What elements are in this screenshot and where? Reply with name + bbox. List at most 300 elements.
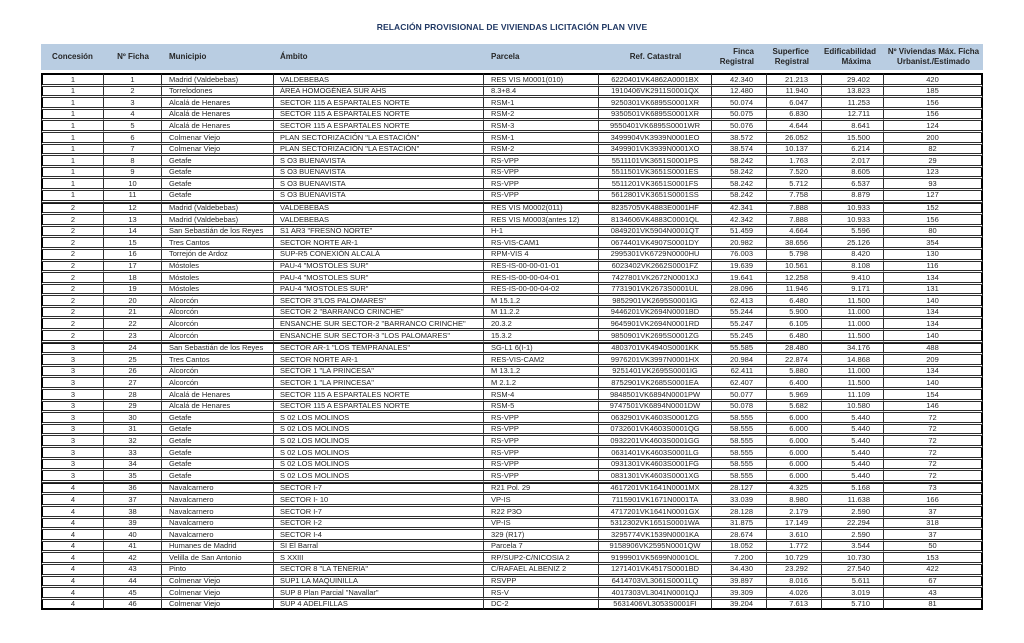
table-row xyxy=(41,355,983,367)
table-row xyxy=(41,145,983,157)
table-cell: 28.674 xyxy=(712,530,767,542)
table-cell: SECTOR NORTE AR-1 xyxy=(274,355,484,367)
table-cell: 20 xyxy=(104,296,162,308)
table-cell: 39.897 xyxy=(712,577,767,589)
table-cell: 1 xyxy=(41,156,104,168)
table-row xyxy=(41,367,983,379)
table-cell: 2 xyxy=(41,238,104,250)
table-cell: S 02 LOS MOLINOS xyxy=(274,460,484,472)
table-cell: 3499901VK3939N0001XO xyxy=(599,145,712,157)
table-cell: 4 xyxy=(41,600,104,611)
table-cell: 131 xyxy=(884,285,983,297)
table-cell: 23.292 xyxy=(767,565,822,577)
table-cell: 2 xyxy=(41,285,104,297)
table-cell: 5 xyxy=(104,121,162,133)
table-cell: 6.000 xyxy=(767,413,822,425)
table-cell: Alcorcón xyxy=(162,378,274,390)
table-cell: SECTOR I-4 xyxy=(274,530,484,542)
table-cell: RPM-VIS 4 xyxy=(484,250,599,262)
table-cell: 209 xyxy=(884,355,983,367)
table-row xyxy=(41,215,983,227)
table-cell: 156 xyxy=(884,110,983,122)
table-cell: 8134606VK4883C0001QL xyxy=(599,215,712,227)
table-cell: 17 xyxy=(104,262,162,274)
table-cell: 6.537 xyxy=(822,179,884,191)
table-cell: M 2.1.2 xyxy=(484,378,599,390)
table-cell: 11 xyxy=(104,191,162,203)
table-cell: 20.3.2 xyxy=(484,319,599,331)
table-cell: PLAN SECTORIZACIÓN "LA ESTACIÓN" xyxy=(274,133,484,145)
table-cell: 15.500 xyxy=(822,133,884,145)
table-cell: Getafe xyxy=(162,168,274,180)
table-cell: RS-VPP xyxy=(484,156,599,168)
table-row xyxy=(41,565,983,577)
table-cell: 9976201VK3997N0001HX xyxy=(599,355,712,367)
table-cell: 8.641 xyxy=(822,121,884,133)
column-header-6: Finca Registral xyxy=(712,44,767,73)
table-cell: 4 xyxy=(41,588,104,600)
table-cell: PAU-4 "MOSTOLES SUR" xyxy=(274,262,484,274)
table-cell: PAU-4 "MOSTOLES SUR" xyxy=(274,285,484,297)
table-cell: 422 xyxy=(884,565,983,577)
table-cell: Torrelodones xyxy=(162,87,274,99)
table-cell: 8 xyxy=(104,156,162,168)
table-cell: Navalcarnero xyxy=(162,483,274,496)
table-cell: 24 xyxy=(104,343,162,356)
table-cell: 3 xyxy=(41,343,104,356)
table-cell: RES-IS-00-00-04-02 xyxy=(484,285,599,297)
column-header-0: Concesión xyxy=(41,44,104,73)
table-cell: 1 xyxy=(41,87,104,99)
table-cell: 5.969 xyxy=(767,390,822,402)
table-cell: 146 xyxy=(884,402,983,414)
table-cell: RS-VPP xyxy=(484,471,599,483)
table-row xyxy=(41,530,983,542)
table-cell: ENSANCHE SUR SECTOR-3 "LOS PALOMARES" xyxy=(274,331,484,343)
table-row xyxy=(41,73,983,87)
table-cell: 4 xyxy=(41,495,104,507)
table-cell: Pinto xyxy=(162,565,274,577)
table-cell: 3.544 xyxy=(822,542,884,554)
table-row xyxy=(41,343,983,356)
table-cell: 29 xyxy=(104,402,162,414)
table-cell: 43 xyxy=(884,588,983,600)
table-cell: 8.420 xyxy=(822,250,884,262)
table-cell: Móstoles xyxy=(162,262,274,274)
table-head xyxy=(41,44,983,73)
table-cell: 45 xyxy=(104,588,162,600)
table-row xyxy=(41,98,983,110)
table-cell: 50.076 xyxy=(712,121,767,133)
table-row xyxy=(41,436,983,448)
table-cell: PLAN SECTORIZACIÓN "LA ESTACIÓN" xyxy=(274,145,484,157)
table-cell: 5.900 xyxy=(767,308,822,320)
table-cell: 1 xyxy=(41,73,104,87)
table-cell: 50.078 xyxy=(712,402,767,414)
table-cell: 42 xyxy=(104,553,162,565)
table-cell: 38.656 xyxy=(767,238,822,250)
table-cell: 134 xyxy=(884,319,983,331)
table-cell: 123 xyxy=(884,168,983,180)
table-cell: 9251401VK2695S0001IG xyxy=(599,367,712,379)
table-cell: 18.052 xyxy=(712,542,767,554)
table-cell: 5.682 xyxy=(767,402,822,414)
table-cell: 21.213 xyxy=(767,73,822,87)
table-cell: 9158906VK2595N0001QW xyxy=(599,542,712,554)
table-cell: 6.480 xyxy=(767,296,822,308)
table-cell: 8752901VK2685S0001EA xyxy=(599,378,712,390)
table-cell: S 02 LOS MOLINOS xyxy=(274,448,484,460)
table-cell: 14 xyxy=(104,227,162,239)
table-row xyxy=(41,331,983,343)
table-cell: 39.204 xyxy=(712,600,767,611)
table-cell: 1 xyxy=(41,145,104,157)
table-cell: 19 xyxy=(104,285,162,297)
table-cell: M 15.1.2 xyxy=(484,296,599,308)
column-header-2: Municipio xyxy=(162,44,274,73)
table-cell: 2 xyxy=(41,203,104,216)
table-cell: Alcalá de Henares xyxy=(162,402,274,414)
table-cell: RS-VPP xyxy=(484,191,599,203)
table-cell: 2 xyxy=(41,319,104,331)
table-cell: Getafe xyxy=(162,425,274,437)
column-header-1: Nº Ficha xyxy=(104,44,162,73)
table-cell: RES-IS-00-00-04-01 xyxy=(484,273,599,285)
table-cell: 8.605 xyxy=(822,168,884,180)
table-cell: 1.772 xyxy=(767,542,822,554)
table-cell: Alcalá de Henares xyxy=(162,121,274,133)
table-cell: RP/SUP2-C/NICOSIA 2 xyxy=(484,553,599,565)
table-cell: 50.077 xyxy=(712,390,767,402)
table-cell: 2995301VK6729N0000HU xyxy=(599,250,712,262)
table-cell: VALDEBEBAS xyxy=(274,203,484,216)
table-row xyxy=(41,519,983,531)
table-cell: SECTOR 115 A ESPARTALES NORTE xyxy=(274,110,484,122)
table-cell: 4.325 xyxy=(767,483,822,496)
table-cell: 3295774VK1539N0001KA xyxy=(599,530,712,542)
table-cell: 3.019 xyxy=(822,588,884,600)
table-cell: 0831301VK4603S0001XG xyxy=(599,471,712,483)
table-row xyxy=(41,179,983,191)
table-cell: 28 xyxy=(104,390,162,402)
table-cell: 22 xyxy=(104,319,162,331)
table-cell: 10.729 xyxy=(767,553,822,565)
table-cell: 58.555 xyxy=(712,448,767,460)
table-cell: Getafe xyxy=(162,179,274,191)
table-cell: SUP 4 ADELFILLAS xyxy=(274,600,484,611)
table-cell: 3 xyxy=(41,367,104,379)
table-cell: VALDEBEBAS xyxy=(274,215,484,227)
table-cell: 80 xyxy=(884,227,983,239)
table-cell: Colmenar Viejo xyxy=(162,133,274,145)
table-cell: 7.888 xyxy=(767,203,822,216)
table-cell: 5511201VK3651S0001FS xyxy=(599,179,712,191)
table-cell: 5.710 xyxy=(822,600,884,611)
table-cell: 6.047 xyxy=(767,98,822,110)
table-cell: S O3 BUENAVISTA xyxy=(274,179,484,191)
table-cell: 10.137 xyxy=(767,145,822,157)
table-cell: 11.000 xyxy=(822,308,884,320)
table-cell: 10 xyxy=(104,179,162,191)
table-cell: Colmenar Viejo xyxy=(162,600,274,611)
table-cell: 1 xyxy=(41,98,104,110)
table-cell: SECTOR 1 "LA PRINCESA" xyxy=(274,367,484,379)
table-row xyxy=(41,308,983,320)
table-row xyxy=(41,378,983,390)
table-cell: Navalcarnero xyxy=(162,530,274,542)
table-cell: Tres Cantos xyxy=(162,355,274,367)
table-cell: 21 xyxy=(104,308,162,320)
table-cell: 43 xyxy=(104,565,162,577)
table-cell: S 02 LOS MOLINOS xyxy=(274,436,484,448)
table-cell: SECTOR AR-1 "LOS TEMPRANALES" xyxy=(274,343,484,356)
table-cell: 41 xyxy=(104,542,162,554)
table-cell: 9.171 xyxy=(822,285,884,297)
table-cell: 4 xyxy=(41,553,104,565)
table-cell: 1 xyxy=(41,121,104,133)
table-cell: Alcorcón xyxy=(162,367,274,379)
table-cell: 58.555 xyxy=(712,436,767,448)
table-row xyxy=(41,238,983,250)
table-cell: 8.980 xyxy=(767,495,822,507)
table-cell: C/RAFAEL ALBENIZ 2 xyxy=(484,565,599,577)
table-cell: RS-VPP xyxy=(484,179,599,191)
table-cell: 51.459 xyxy=(712,227,767,239)
table-cell: 42.341 xyxy=(712,203,767,216)
table-row xyxy=(41,168,983,180)
table-cell: 58.242 xyxy=(712,168,767,180)
table-cell: 0931301VK4603S0001FG xyxy=(599,460,712,472)
table-cell: 116 xyxy=(884,262,983,274)
table-row xyxy=(41,471,983,483)
table-cell: 5631406VL3053S0001FI xyxy=(599,600,712,611)
table-row xyxy=(41,402,983,414)
table-cell: 11.500 xyxy=(822,378,884,390)
table-cell: SECTOR 3"LOS PALOMARES" xyxy=(274,296,484,308)
table-cell: 12.711 xyxy=(822,110,884,122)
table-cell: 39.309 xyxy=(712,588,767,600)
table-cell: 5.168 xyxy=(822,483,884,496)
table-cell: Alcorcón xyxy=(162,319,274,331)
table-cell: 31.875 xyxy=(712,519,767,531)
table-cell: 11.000 xyxy=(822,319,884,331)
table-cell: 3 xyxy=(41,390,104,402)
table-cell: 1 xyxy=(41,191,104,203)
table-cell: Alcalá de Henares xyxy=(162,98,274,110)
table-cell: Parcela 7 xyxy=(484,542,599,554)
table-cell: 156 xyxy=(884,98,983,110)
table-cell: 11.500 xyxy=(822,296,884,308)
table-cell: 31 xyxy=(104,425,162,437)
table-cell: Alcorcón xyxy=(162,308,274,320)
table-cell: 55.244 xyxy=(712,308,767,320)
table-cell: 58.242 xyxy=(712,191,767,203)
table-cell: H-1 xyxy=(484,227,599,239)
table-row xyxy=(41,588,983,600)
table-cell: 4717201VK1641N0001GX xyxy=(599,507,712,519)
table-cell: 5.440 xyxy=(822,413,884,425)
table-cell: 23 xyxy=(104,331,162,343)
table-cell: Getafe xyxy=(162,191,274,203)
table-row xyxy=(41,460,983,472)
table-cell: 9 xyxy=(104,168,162,180)
table-cell: SECTOR 1 "LA PRINCESA" xyxy=(274,378,484,390)
table-cell: RS-VPP xyxy=(484,425,599,437)
column-header-5: Ref. Catastral xyxy=(599,44,712,73)
table-cell: 20.982 xyxy=(712,238,767,250)
table-cell: 58.555 xyxy=(712,425,767,437)
table-cell: 185 xyxy=(884,87,983,99)
table-cell: RSM-2 xyxy=(484,145,599,157)
table-cell: 37 xyxy=(884,530,983,542)
table-cell: San Sebastián de los Reyes xyxy=(162,227,274,239)
table-cell: 4 xyxy=(41,542,104,554)
table-cell: RSM-1 xyxy=(484,133,599,145)
table-cell: 6220401VK4862A0001BX xyxy=(599,73,712,87)
table-cell: 29 xyxy=(884,156,983,168)
table-cell: 0632901VK4603S0001ZG xyxy=(599,413,712,425)
table-cell: 17.149 xyxy=(767,519,822,531)
table-cell: 3 xyxy=(104,98,162,110)
table-cell: 28.127 xyxy=(712,483,767,496)
table-cell: Madrid (Valdebebas) xyxy=(162,215,274,227)
table-row xyxy=(41,413,983,425)
table-cell: 1 xyxy=(41,110,104,122)
table-cell: 5.712 xyxy=(767,179,822,191)
table-cell: 2.017 xyxy=(822,156,884,168)
table-row xyxy=(41,191,983,203)
table-cell: Colmenar Viejo xyxy=(162,577,274,589)
table-row xyxy=(41,507,983,519)
table-cell: 4 xyxy=(104,110,162,122)
table-cell: Humanes de Madrid xyxy=(162,542,274,554)
table-cell: 14.868 xyxy=(822,355,884,367)
table-cell: Alcorcón xyxy=(162,296,274,308)
table-cell: 55.247 xyxy=(712,319,767,331)
table-cell: 4017303VL3041N0001QJ xyxy=(599,588,712,600)
table-cell: 9350501VK6895S0001XR xyxy=(599,110,712,122)
table-cell: Velilla de San Antonio xyxy=(162,553,274,565)
table-cell: 2 xyxy=(41,250,104,262)
table-cell: 6.000 xyxy=(767,471,822,483)
table-cell: RS-VPP xyxy=(484,168,599,180)
table-cell: 19.641 xyxy=(712,273,767,285)
header-row xyxy=(41,44,983,73)
table-cell: 28.096 xyxy=(712,285,767,297)
table-cell: 7115901VK1671N0001TA xyxy=(599,495,712,507)
table-cell: 34.176 xyxy=(822,343,884,356)
table-cell: SECTOR 8 "LA TENERIA" xyxy=(274,565,484,577)
table-row xyxy=(41,495,983,507)
table-cell: M 11.2.2 xyxy=(484,308,599,320)
table-row xyxy=(41,425,983,437)
table-cell: 25 xyxy=(104,355,162,367)
table-cell: 36 xyxy=(104,483,162,496)
table-cell: 7.613 xyxy=(767,600,822,611)
table-cell: Colmenar Viejo xyxy=(162,588,274,600)
table-cell: 156 xyxy=(884,215,983,227)
table-cell: 5.880 xyxy=(767,367,822,379)
table-row xyxy=(41,296,983,308)
table-cell: 2.590 xyxy=(822,507,884,519)
table-row xyxy=(41,133,983,145)
table-cell: 4 xyxy=(41,519,104,531)
table-cell: 11.940 xyxy=(767,87,822,99)
table-cell: M 13.1.2 xyxy=(484,367,599,379)
table-cell: 7.758 xyxy=(767,191,822,203)
table-cell: 13 xyxy=(104,215,162,227)
table-cell: Getafe xyxy=(162,471,274,483)
table-row xyxy=(41,542,983,554)
table-cell: 26.052 xyxy=(767,133,822,145)
table-cell: VALDEBEBAS xyxy=(274,73,484,87)
table-cell: 72 xyxy=(884,413,983,425)
table-cell: 33 xyxy=(104,448,162,460)
table-cell: 7427801VK2672N0001XJ xyxy=(599,273,712,285)
table-cell: 5511101VK3651S0001PS xyxy=(599,156,712,168)
table-cell: S O3 BUENAVISTA xyxy=(274,191,484,203)
table-cell: 28.480 xyxy=(767,343,822,356)
table-cell: 10.730 xyxy=(822,553,884,565)
table-cell: 37 xyxy=(104,495,162,507)
table-cell: 140 xyxy=(884,296,983,308)
table-row xyxy=(41,250,983,262)
table-cell: 38.572 xyxy=(712,133,767,145)
table-cell: San Sebastián de los Reyes xyxy=(162,343,274,356)
table-cell: 6.000 xyxy=(767,425,822,437)
table-row xyxy=(41,390,983,402)
table-cell: 4 xyxy=(41,483,104,496)
table-cell: Torrejón de Ardoz xyxy=(162,250,274,262)
table-cell: RS-VPP xyxy=(484,460,599,472)
table-cell: 11.638 xyxy=(822,495,884,507)
table-cell: 6.000 xyxy=(767,448,822,460)
table-cell: 9747501VK6894N0001DW xyxy=(599,402,712,414)
table-cell: 420 xyxy=(884,73,983,87)
table-cell: 42.342 xyxy=(712,215,767,227)
table-cell: 20.984 xyxy=(712,355,767,367)
table-cell: 3 xyxy=(41,471,104,483)
table-cell: Madrid (Valdebebas) xyxy=(162,73,274,87)
table-cell: 28.128 xyxy=(712,507,767,519)
column-header-7: Superfice Registral xyxy=(767,44,822,73)
table-cell: 5.440 xyxy=(822,436,884,448)
table-cell: 0932201VK4603S0001GG xyxy=(599,436,712,448)
table-cell: 154 xyxy=(884,390,983,402)
table-row xyxy=(41,600,983,611)
table-cell: 0849201VK5904N0001QT xyxy=(599,227,712,239)
table-cell: 4.664 xyxy=(767,227,822,239)
table-cell: 152 xyxy=(884,203,983,216)
table-cell: 8.3+8.4 xyxy=(484,87,599,99)
table-cell: 37 xyxy=(884,507,983,519)
table-cell: 1 xyxy=(41,168,104,180)
table-cell: RES VIS M0003(antes 12) xyxy=(484,215,599,227)
table-cell: 11.500 xyxy=(822,331,884,343)
table-cell: 2.590 xyxy=(822,530,884,542)
table-cell: Móstoles xyxy=(162,273,274,285)
table-cell: 3 xyxy=(41,378,104,390)
table-cell: ENSANCHE SUR SECTOR-2 "BARRANCO CRINCHE" xyxy=(274,319,484,331)
table-cell: SECTOR I-7 xyxy=(274,483,484,496)
table-cell: 6.400 xyxy=(767,378,822,390)
table-row xyxy=(41,110,983,122)
table-cell: 9848501VK6894N0001PW xyxy=(599,390,712,402)
table-cell: 200 xyxy=(884,133,983,145)
table-cell: 5511501VK3651S0001ES xyxy=(599,168,712,180)
table-cell: 1271401VK4517S0001BD xyxy=(599,565,712,577)
table-cell: 93 xyxy=(884,179,983,191)
